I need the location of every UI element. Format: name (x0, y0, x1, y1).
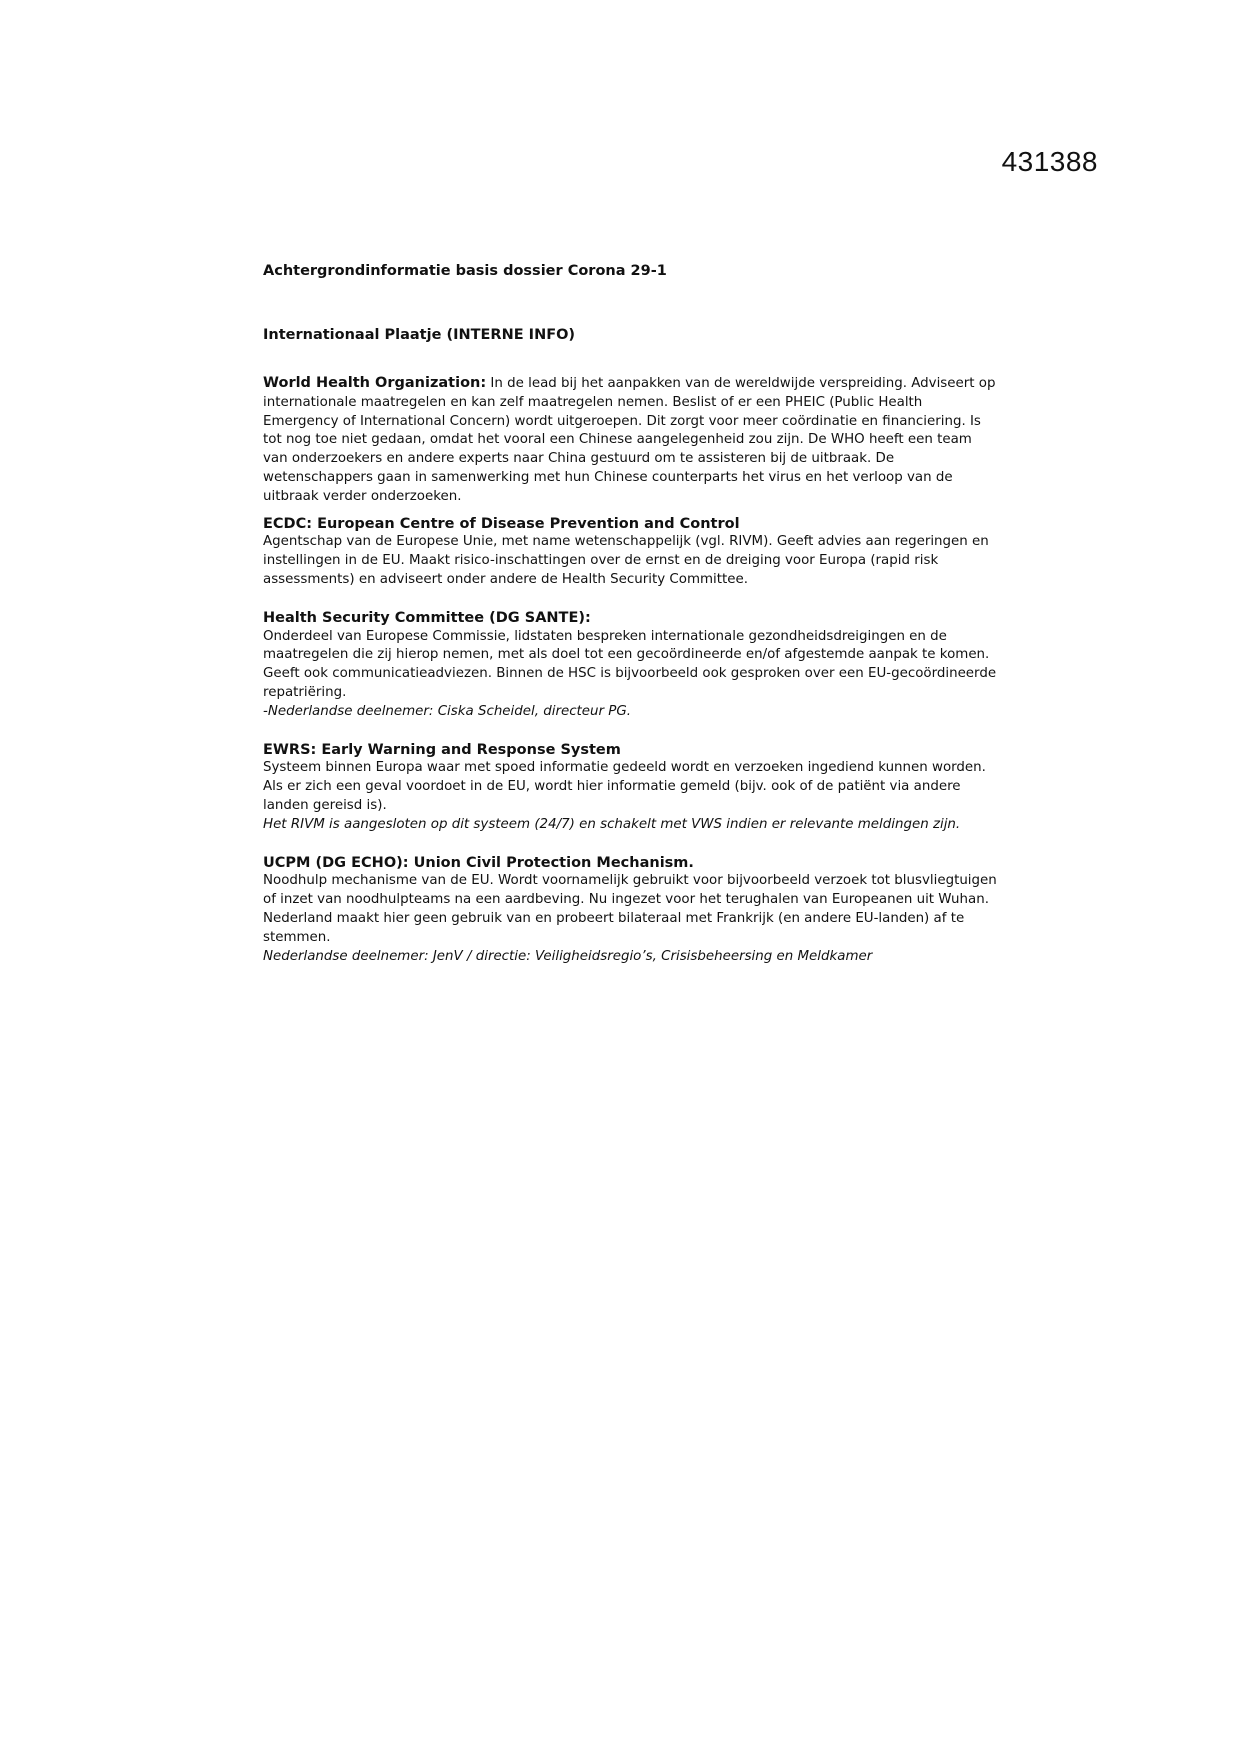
ecdc-heading: ECDC: European Centre of Disease Prevention and Control (263, 515, 740, 532)
ewrs-text: Systeem binnen Europa waar met spoed informatie gedeeld wordt en verzoeken ingediend kunnen worden. Als er zich een geval voordoet in de EU, wordt hier informatie gemeld (bijv. ook of de patiënt via andere landen gereisd is). (263, 760, 986, 813)
ewrs-section (263, 741, 999, 835)
ucpm-text: Noodhulp mechanisme van de EU. Wordt voornamelijk gebruikt voor bijvoorbeeld verzoek tot blusvliegtuigen of inzet van noodhulpteams na een aardbeving. Nu ingezet voor het terughalen van Europeanen uit Wuhan. Nederland maakt hier geen gebruik van en probeert bilateraal met Frankrijk (en andere EU-landen) af te stemmen. (263, 873, 997, 945)
who-text: In de lead bij het aanpakken van de wereldwijde verspreiding. Adviseert op internationale maatregelen en kan zelf maatregelen nemen. Beslist of er een PHEIC (Public Health Emergency of International Concern) wordt uitgeroepen. Dit zorgt voor meer coördinatie en financiering. Is tot nog toe niet gedaan, omdat het vooral een Chinese aangelegenheid zou zijn. De WHO heeft een team van onderzoekers en andere experts naar China gestuurd om te assisteren bij de uitbraak. De wetenschappers gaan in samenwerking met hun Chinese counterparts het virus en het verloop van de uitbraak verder onderzoeken. (263, 376, 996, 504)
document-number: 431388 (1001, 146, 1098, 177)
ecdc-text: Agentschap van de Europese Unie, met name wetenschappelijk (vgl. RIVM). Geeft advies aan regeringen en instellingen in de EU. Maakt risico-inschattingen over de ernst en de dreiging voor Europa (rapid risk assessments) en adviseert onder andere de Health Security Committee. (263, 534, 989, 587)
hsc-section (263, 609, 999, 722)
hsc-participant: -Nederlandse deelnemer: Ciska Scheidel, directeur PG. (263, 703, 632, 719)
ecdc-section (263, 515, 999, 590)
who-paragraph (263, 374, 999, 507)
who-heading: World Health Organization: (263, 375, 487, 391)
ewrs-heading: EWRS: Early Warning and Response System (263, 741, 621, 758)
hsc-heading: Health Security Committee (DG SANTE): (263, 609, 591, 626)
document-body (263, 262, 999, 966)
ucpm-participant: Nederlandse deelnemer: JenV / directie: Veiligheidsregio’s, Crisisbeheersing en Meldkamer (263, 948, 873, 964)
ucpm-heading: UCPM (DG ECHO): Union Civil Protection Mechanism. (263, 854, 694, 871)
who-section (263, 374, 999, 507)
document-title: Achtergrondinformatie basis dossier Corona 29-1 (263, 263, 667, 279)
hsc-text: Onderdeel van Europese Commissie, lidstaten bespreken internationale gezondheidsdreigingen en de maatregelen die zij hierop nemen, met als doel tot een gecoördineerde en/of afgestemde aanpak te komen. Geeft ook communicatieadviezen. Binnen de HSC is bijvoorbeeld ook gesproken over een EU-gecoördineerde repatriëring. (263, 628, 997, 700)
section-title: Internationaal Plaatje (INTERNE INFO) (263, 327, 576, 343)
ucpm-section (263, 854, 999, 967)
ewrs-note: Het RIVM is aangesloten op dit systeem (24/7) en schakelt met VWS indien er relevante meldingen zijn. (263, 816, 961, 832)
